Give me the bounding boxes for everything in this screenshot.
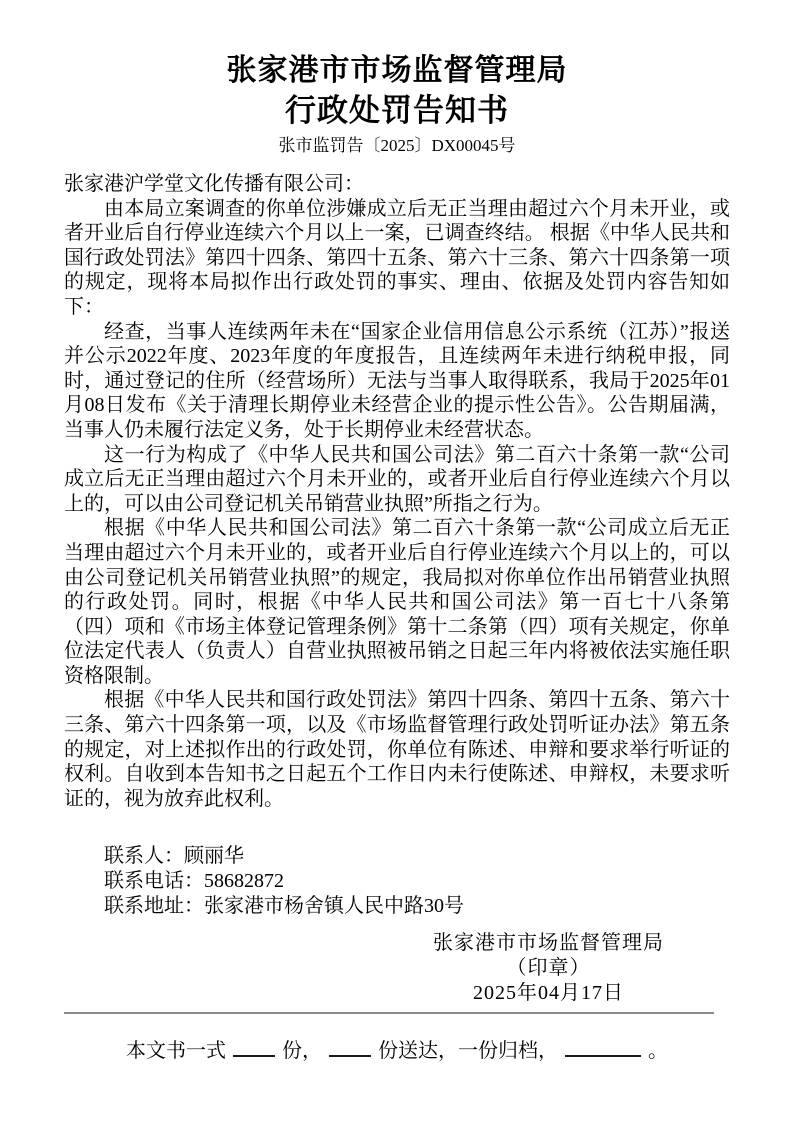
copies-count-blank — [233, 1038, 275, 1057]
document-number: 张市监罚告〔2025〕DX00045号 — [278, 136, 516, 155]
signature-agency: 张家港市市场监督管理局 — [433, 932, 664, 955]
delivery-count-blank — [329, 1038, 371, 1057]
extra-blank — [565, 1038, 641, 1057]
signature-date: 2025年04月17日 — [473, 982, 624, 1005]
document-body — [64, 172, 730, 1006]
footer-text-delivery: 份送达，一份归档， — [378, 1040, 558, 1063]
contact-person: 联系人：顾丽华 — [104, 845, 244, 868]
footer-text-fen: 份， — [282, 1040, 322, 1063]
body-paragraph-1: 由本局立案调查的你单位涉嫌成立后无正当理由超过六个月未开业，或者开业后自行停业连续六个月以上一案，已调查终结。 根据《中华人民共和国行政处罚法》第四十四条、第四十五条、第六十三条、第六十四条第一项的规定，现将本局拟作出行政处罚的事实、理由、依据及处罚内容告知如下： — [64, 197, 730, 318]
footer-divider — [64, 1012, 714, 1014]
footer-text-period: 。 — [648, 1040, 668, 1063]
agency-title: 张家港市市场监督管理局 — [226, 54, 568, 87]
signature-block — [433, 931, 664, 1006]
body-paragraph-4: 根据《中华人民共和国公司法》第二百六十条第一款“公司成立后无正当理由超过六个月未开业的，或者开业后自行停业连续六个月以上的，可以由公司登记机关吊销营业执照”的规定，我局拟对你单位作出吊销营业执照的行政处罚。同时，根据《中华人民共和国公司法》第一百七十八条第（四）项和《市场主体登记管理条例》第十二条第（四）项有关规定，你单位法定代表人（负责人）自营业执照被吊销之日起三年内将被依法实施任职资格限制。 — [64, 517, 730, 687]
body-paragraph-3: 这一行为构成了《中华人民共和国公司法》第二百六十条第一款“公司成立后无正当理由超过六个月未开业的，或者开业后自行停业连续六个月以上的，可以由公司登记机关吊销营业执照”所指之行为。 — [64, 443, 730, 515]
contact-block — [64, 844, 730, 919]
contact-address: 联系地址：张家港市杨舍镇人民中路30号 — [104, 895, 464, 918]
footer-text-copies: 本文书一式 — [126, 1040, 226, 1063]
recipient-line: 张家港沪学堂文化传播有限公司： — [64, 173, 364, 195]
body-paragraph-2: 经查，当事人连续两年未在“国家企业信用信息公示系统（江苏）”报送并公示2022年度、2023年度的年度报告，且连续两年未进行纳税申报，同时，通过登记的住所（经营场所）无法与当事人取得联系，我局于2025年01月08日发布《关于清理长期停业未经营企业的提示性公告》。公告期届满，当事人仍未履行法定义务，处于长期停业未经营状态。 — [64, 320, 730, 441]
document-title: 行政处罚告知书 — [285, 93, 509, 128]
distribution-note — [64, 1038, 730, 1064]
body-paragraph-5: 根据《中华人民共和国行政处罚法》第四十四条、第四十五条、第六十三条、第六十四条第一项，以及《市场监督管理行政处罚听证办法》第五条的规定，对上述拟作出的行政处罚，你单位有陈述、申辩和要求举行听证的权利。自收到本告知书之日起五个工作日内未行使陈述、申辩权，未要求听证的，视为放弃此权利。 — [64, 689, 730, 810]
document-header — [64, 52, 730, 156]
contact-phone: 联系电话：58682872 — [104, 870, 284, 893]
signature-seal-placeholder: （印章） — [506, 957, 591, 980]
